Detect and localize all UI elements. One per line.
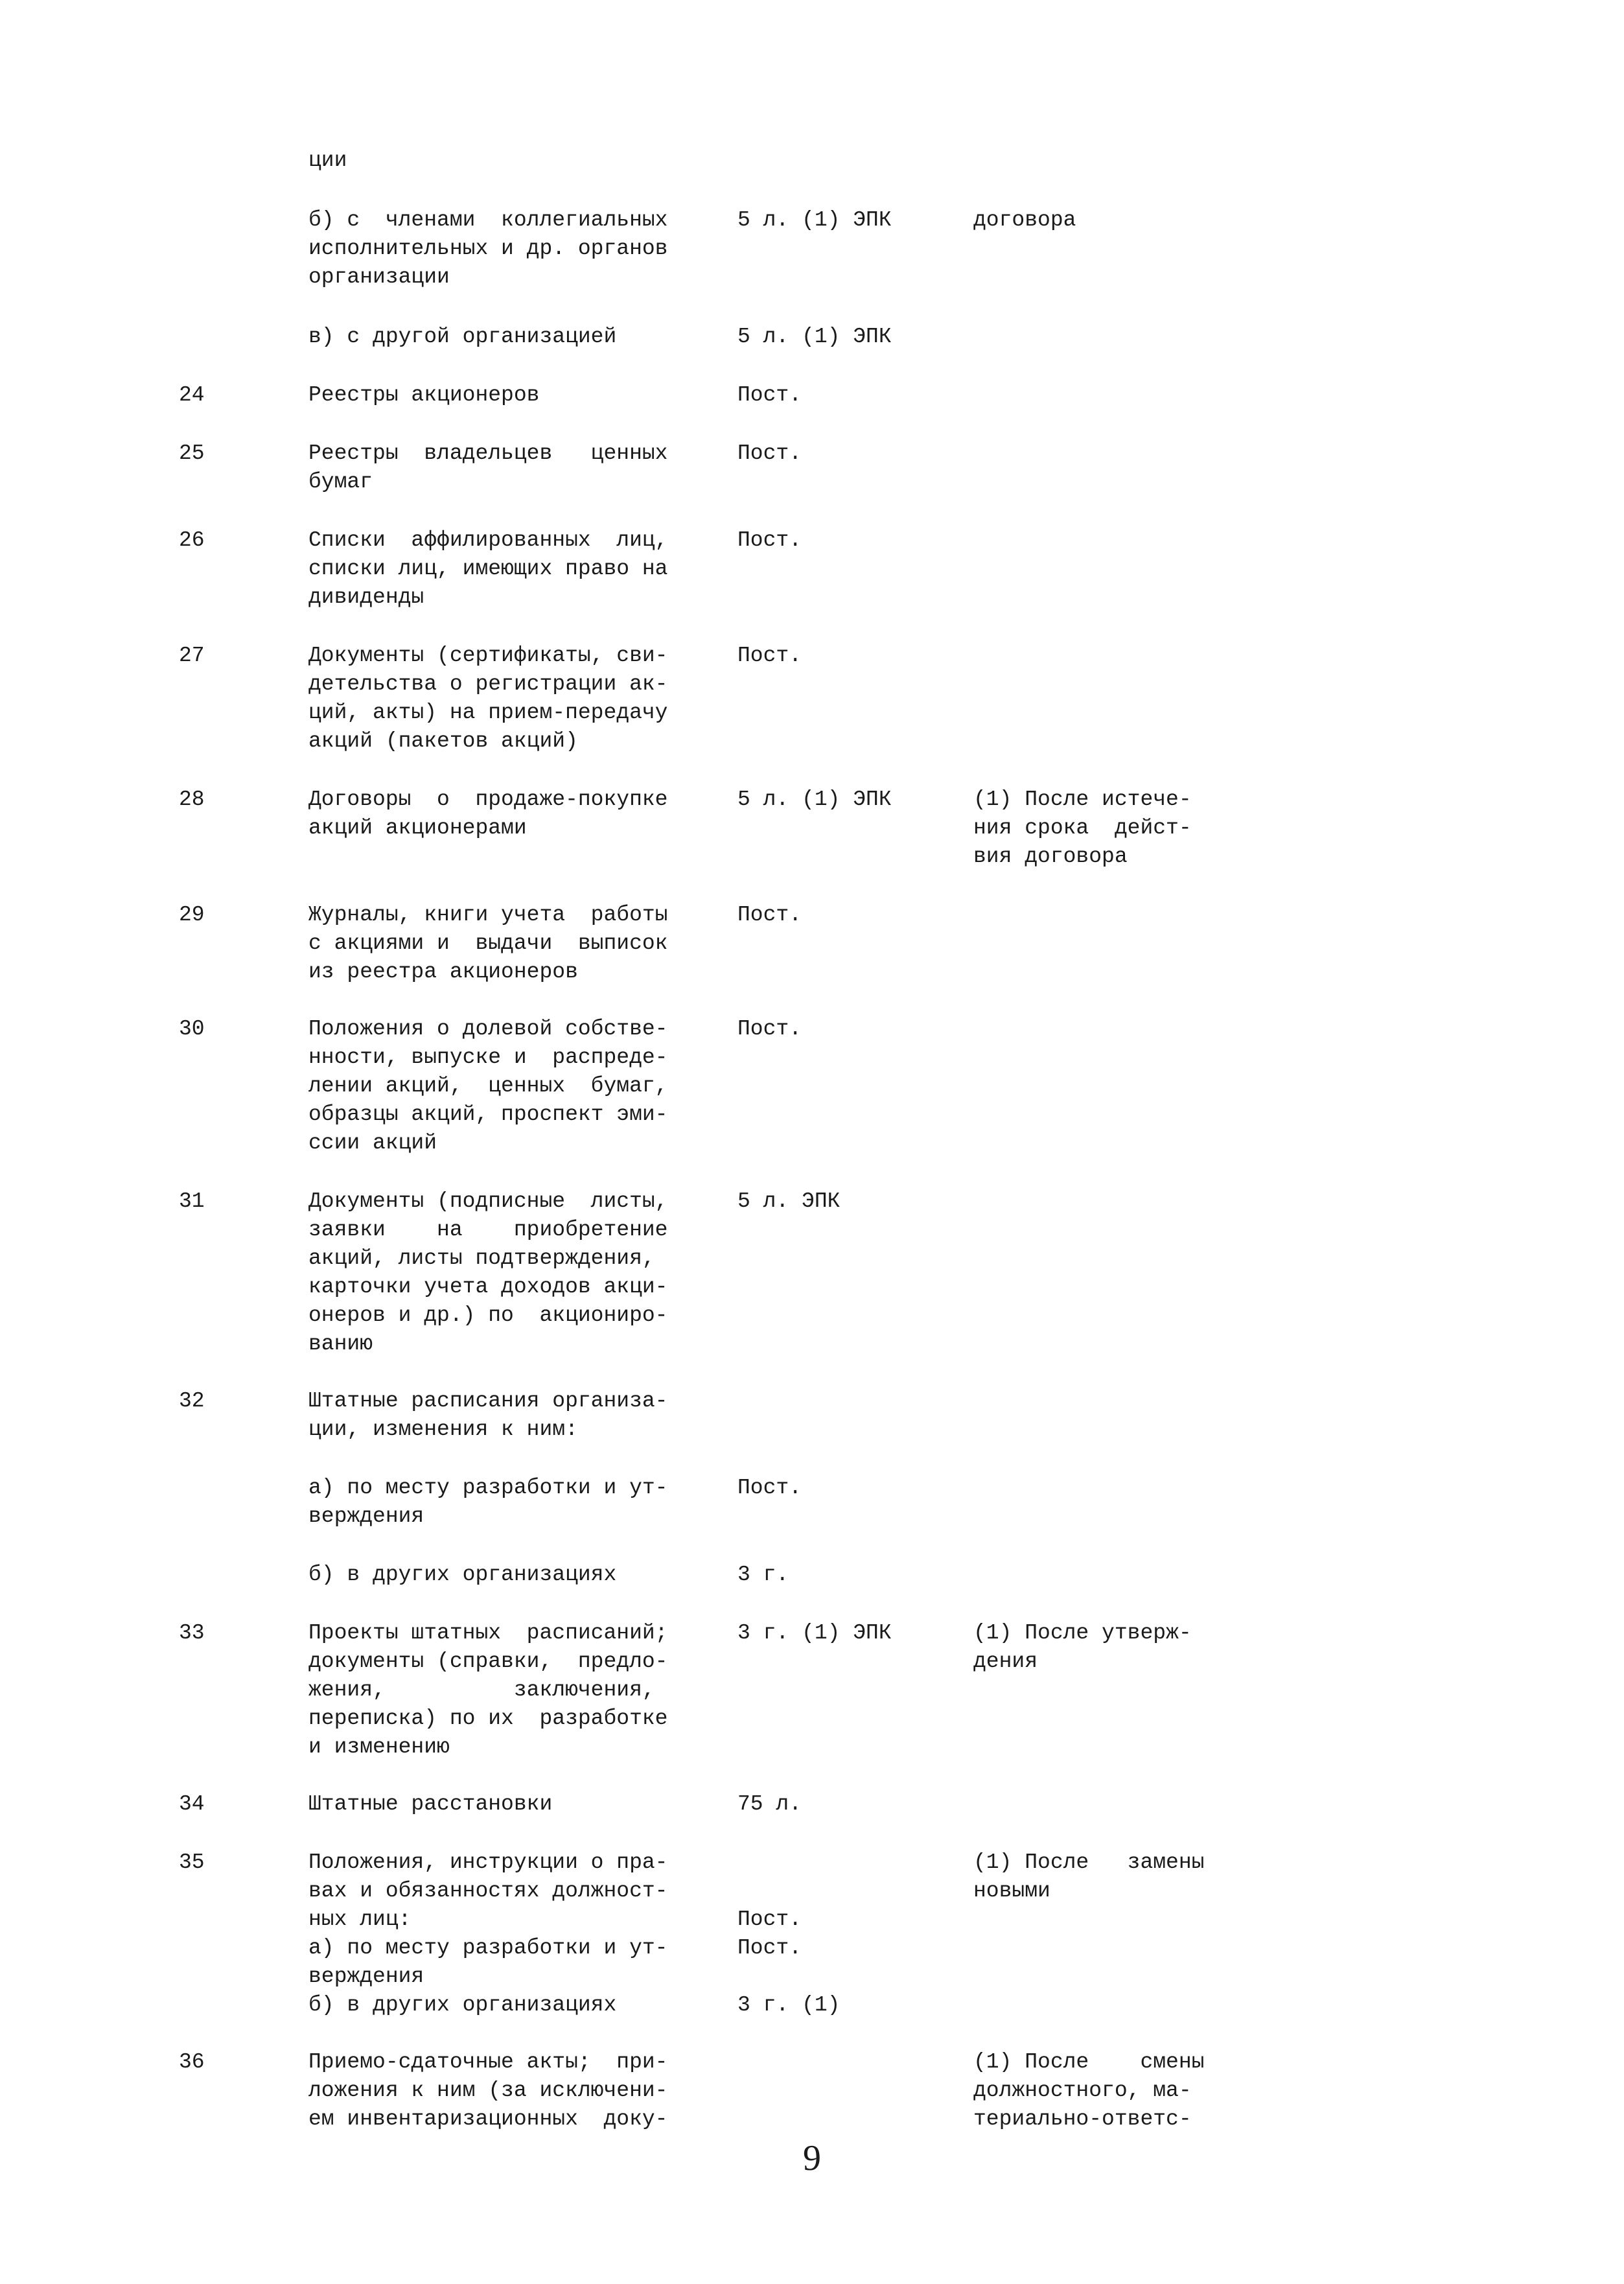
item-retention-term: 5 л. (1) ЭПК (737, 787, 892, 811)
item-retention-term: Пост. (737, 528, 802, 552)
item-number: 32 (179, 1389, 205, 1413)
item-retention-term: 3 г. (1) ЭПК (737, 1621, 892, 1645)
table-row (0, 1015, 1624, 1155)
table-row (0, 1187, 1624, 1356)
table-row (0, 642, 1624, 753)
table-row (0, 2048, 1624, 2131)
table-row (0, 1790, 1624, 1816)
item-description: ции (308, 148, 347, 172)
item-number: 24 (179, 383, 205, 407)
item-retention-term: 5 л. (1) ЭПК (737, 325, 892, 349)
item-number: 35 (179, 1850, 205, 1874)
item-description: Документы (сертификаты, сви- детельства о регистрации ак- ций, акты) на прием-передачу акций (пакетов акций) (308, 644, 668, 753)
list-item (0, 1561, 1624, 1587)
table-row (0, 526, 1624, 609)
list-item (0, 1474, 1624, 1528)
item-number: 34 (179, 1792, 205, 1816)
list-item (0, 206, 1624, 289)
item-note: договора (973, 208, 1076, 232)
item-number: 31 (179, 1189, 205, 1213)
item-retention-term: Пост. (737, 1017, 802, 1041)
table-row (0, 786, 1624, 868)
item-description: Договоры о продаже-покупке акций акционерами (308, 787, 668, 840)
item-description: Проекты штатных расписаний; документы (справки, предло- жения, заключения, переписка) по их разработке и изменению (308, 1621, 668, 1759)
item-retention-term: Пост. (737, 644, 802, 668)
item-retention-term: Пост. Пост. 3 г. (1) (737, 1907, 841, 2017)
item-description: Положения, инструкции о пра- вах и обязанностях должност- ных лиц: а) по месту разработки и ут- верждения б) в других организациях (308, 1850, 668, 2017)
item-number: 36 (179, 2050, 205, 2074)
item-description: Штатные расстановки (308, 1792, 553, 1816)
item-description: Приемо-сдаточные акты; при- ложения к ним (за исключени- ем инвентаризационных доку- (308, 2050, 668, 2131)
table-row (0, 1387, 1624, 1441)
list-item (0, 146, 1624, 172)
table-row (0, 439, 1624, 494)
item-retention-term: 5 л. (1) ЭПК (737, 208, 892, 232)
item-number: 30 (179, 1017, 205, 1041)
table-row (0, 1848, 1624, 2017)
item-description: Журналы, книги учета работы с акциями и выдачи выписок из реестра акционеров (308, 903, 668, 984)
item-retention-term: Пост. (737, 1476, 802, 1500)
item-description: а) по месту разработки и ут- верждения (308, 1476, 668, 1528)
item-retention-term: Пост. (737, 383, 802, 407)
item-number: 25 (179, 441, 205, 465)
item-retention-term: 75 л. (737, 1792, 802, 1816)
item-description: Списки аффилированных лиц, списки лиц, имеющих право на дивиденды (308, 528, 668, 609)
item-description: Реестры акционеров (308, 383, 540, 407)
item-description: Документы (подписные листы, заявки на приобретение акций, листы подтверждения, карточки учета доходов акци- онеров и др.) по акциониро- ванию (308, 1189, 668, 1356)
item-number: 28 (179, 787, 205, 811)
item-retention-term: Пост. (737, 903, 802, 927)
item-number: 29 (179, 903, 205, 927)
item-retention-term: 5 л. ЭПК (737, 1189, 841, 1213)
item-number: 27 (179, 644, 205, 668)
table-row (0, 901, 1624, 984)
item-description: Реестры владельцев ценных бумаг (308, 441, 668, 494)
item-note: (1) После утверж- дения (973, 1621, 1192, 1673)
table-row (0, 381, 1624, 407)
item-note: (1) После замены новыми (973, 1850, 1205, 1903)
page-number: 9 (803, 2138, 821, 2178)
item-description: б) в других организациях (308, 1563, 617, 1587)
item-description: б) с членами коллегиальных исполнительных и др. органов организации (308, 208, 668, 289)
item-number: 26 (179, 528, 205, 552)
item-note: (1) После смены должностного, ма- териально-ответс- (973, 2050, 1205, 2131)
table-row (0, 1619, 1624, 1759)
item-description: Положения о долевой собстве- нности, выпуске и распреде- лении акций, ценных бумаг, образцы акций, проспект эми- ссии акций (308, 1017, 668, 1155)
item-number: 33 (179, 1621, 205, 1645)
item-retention-term: 3 г. (737, 1563, 789, 1587)
item-description: в) с другой организацией (308, 325, 617, 349)
list-item (0, 323, 1624, 349)
item-retention-term: Пост. (737, 441, 802, 465)
item-description: Штатные расписания организа- ции, изменения к ним: (308, 1389, 668, 1441)
item-note: (1) После истече- ния срока дейст- вия договора (973, 787, 1192, 868)
